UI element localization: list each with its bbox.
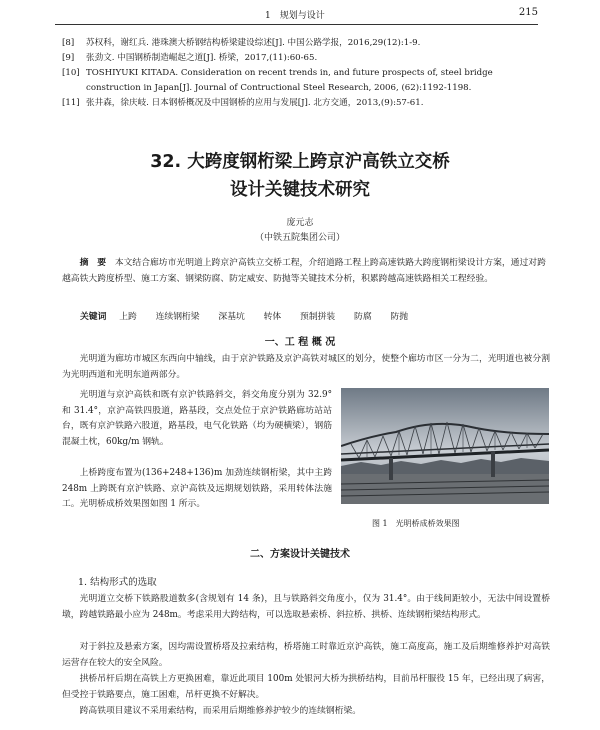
reference-text: 张劲文. 中国钢桥制造崛起之道[J]. 桥梁，2017,(11):60-65. [86, 53, 318, 63]
running-header [55, 4, 538, 25]
keywords [80, 309, 550, 322]
keyword: 连续钢桁梁 [155, 312, 200, 322]
reference-list [62, 36, 550, 111]
affiliation: （中铁五院集团公司） [254, 233, 345, 243]
paragraph: 跨高铁项目建议不采用索结构，而采用后期维修养护较少的连续钢桁梁。 [79, 706, 362, 716]
reference-text: 苏权科，谢红兵. 港珠澳大桥钢结构桥梁建设综述[J]. 中国公路学报，2016,29(12):1-9. [86, 38, 421, 48]
bridge-rendering-image [341, 388, 549, 504]
reference-item [62, 66, 550, 96]
page-number: 215 [518, 7, 538, 18]
paragraph: 光明道与京沪高铁和既有京沪铁路斜交，斜交角度分别为 32.9°和 31.4°，京沪高铁四股道，路基段，交点处位于京沪铁路廊坊站站台，既有京沪铁路六股道，路基段，电气化铁路（均为硬横梁），钢筋混凝土枕，60kg/m 钢轨。 [62, 390, 332, 447]
bridge-illustration [341, 388, 549, 504]
reference-number: [10] [62, 68, 80, 78]
abstract-text: 本文结合廊坊市光明道上跨京沪高铁立交桥工程，介绍道路工程上跨高速铁路大跨度钢桁梁设计方案，通过对跨越高铁大跨度桥型、施工方案、钢梁防腐、防定威安、防抛等关键技术分析，积累跨越高速铁路相关工程经验。 [62, 258, 546, 284]
keyword: 上跨 [119, 312, 137, 322]
paragraph: 对于斜拉及悬索方案，因均需设置桥塔及拉索结构，桥塔施工时靠近京沪高铁，施工高度高，施工及后期维修养护对高铁运营存在较大的安全风险。 [62, 642, 550, 668]
reference-item [62, 96, 550, 111]
keyword: 预制拼装 [300, 312, 336, 322]
article-title-line-1: 32. 大跨度钢桁梁上跨京沪高铁立交桥 [150, 152, 450, 172]
keywords-label: 关键词 [80, 312, 107, 322]
keyword: 防腐 [354, 312, 372, 322]
section-heading-1: 一、工 程 概 况 [264, 337, 336, 348]
reference-number: [8] [62, 38, 75, 48]
abstract-label: 摘 要 [79, 258, 106, 268]
reference-item [62, 51, 550, 66]
paragraph: 拱桥吊杆后期在高铁上方更换困难，靠近此项目 100m 处银河大桥为拱桥结构，目前吊杆服役 15 年，已经出现了病害，但受控于铁路要点，施工困难，吊杆更换不好解决。 [62, 674, 550, 700]
header-section: 1 规划与设计 [265, 11, 325, 21]
paragraph: 光明道为廊坊市城区东西向中轴线，由于京沪铁路及京沪高铁对城区的划分，使整个廊坊市区一分为二，光明道也被分割为光明西道和光明东道两部分。 [62, 354, 550, 380]
keyword: 转体 [263, 312, 282, 322]
reference-text: TOSHIYUKI KITADA. Consideration on recent trends in, and future prospects of, steel bridge construction in Japan[J]. Journal of Contructional Steel Research, 2006, (62):1192-1198. [86, 68, 493, 93]
reference-number: [11] [62, 98, 80, 108]
keyword: 深基坑 [218, 312, 245, 322]
section-heading-2: 二、方案设计关键技术 [250, 549, 350, 560]
abstract [62, 255, 550, 287]
reference-number: [9] [62, 53, 75, 63]
article-title-line-2: 设计关键技术研究 [230, 180, 370, 200]
author: 庞元志 [286, 218, 314, 228]
paragraph: 光明道立交桥下铁路股道数多(含规划有 14 条)，且与铁路斜交角度小，仅为 31.4°。由于线间距较小，无法中间设置桥墩，跨越铁路最小应为 248m。考虑采用大跨结构，可以选取悬索桥、斜拉桥、拱桥、连续钢桁梁结构形式。 [62, 594, 550, 620]
figure-caption: 图 1 光明桥成桥效果图 [372, 519, 460, 528]
reference-text: 张井森，徐庆岐. 日本钢桥概况及中国钢桥的应用与发展[J]. 北方交通，2013,(9):57-61. [86, 98, 424, 108]
paragraph: 上桥跨度布置为(136+248+136)m 加劲连续钢桁梁，其中主跨 248m 上跨既有京沪铁路、京沪高铁及远期规划铁路，采用转体法施工。光明桥成桥效果图如图 1 所示。 [62, 468, 332, 509]
subsection-heading: 1. 结构形式的选取 [78, 577, 157, 588]
reference-item [62, 36, 550, 51]
keyword: 防抛 [390, 312, 409, 322]
